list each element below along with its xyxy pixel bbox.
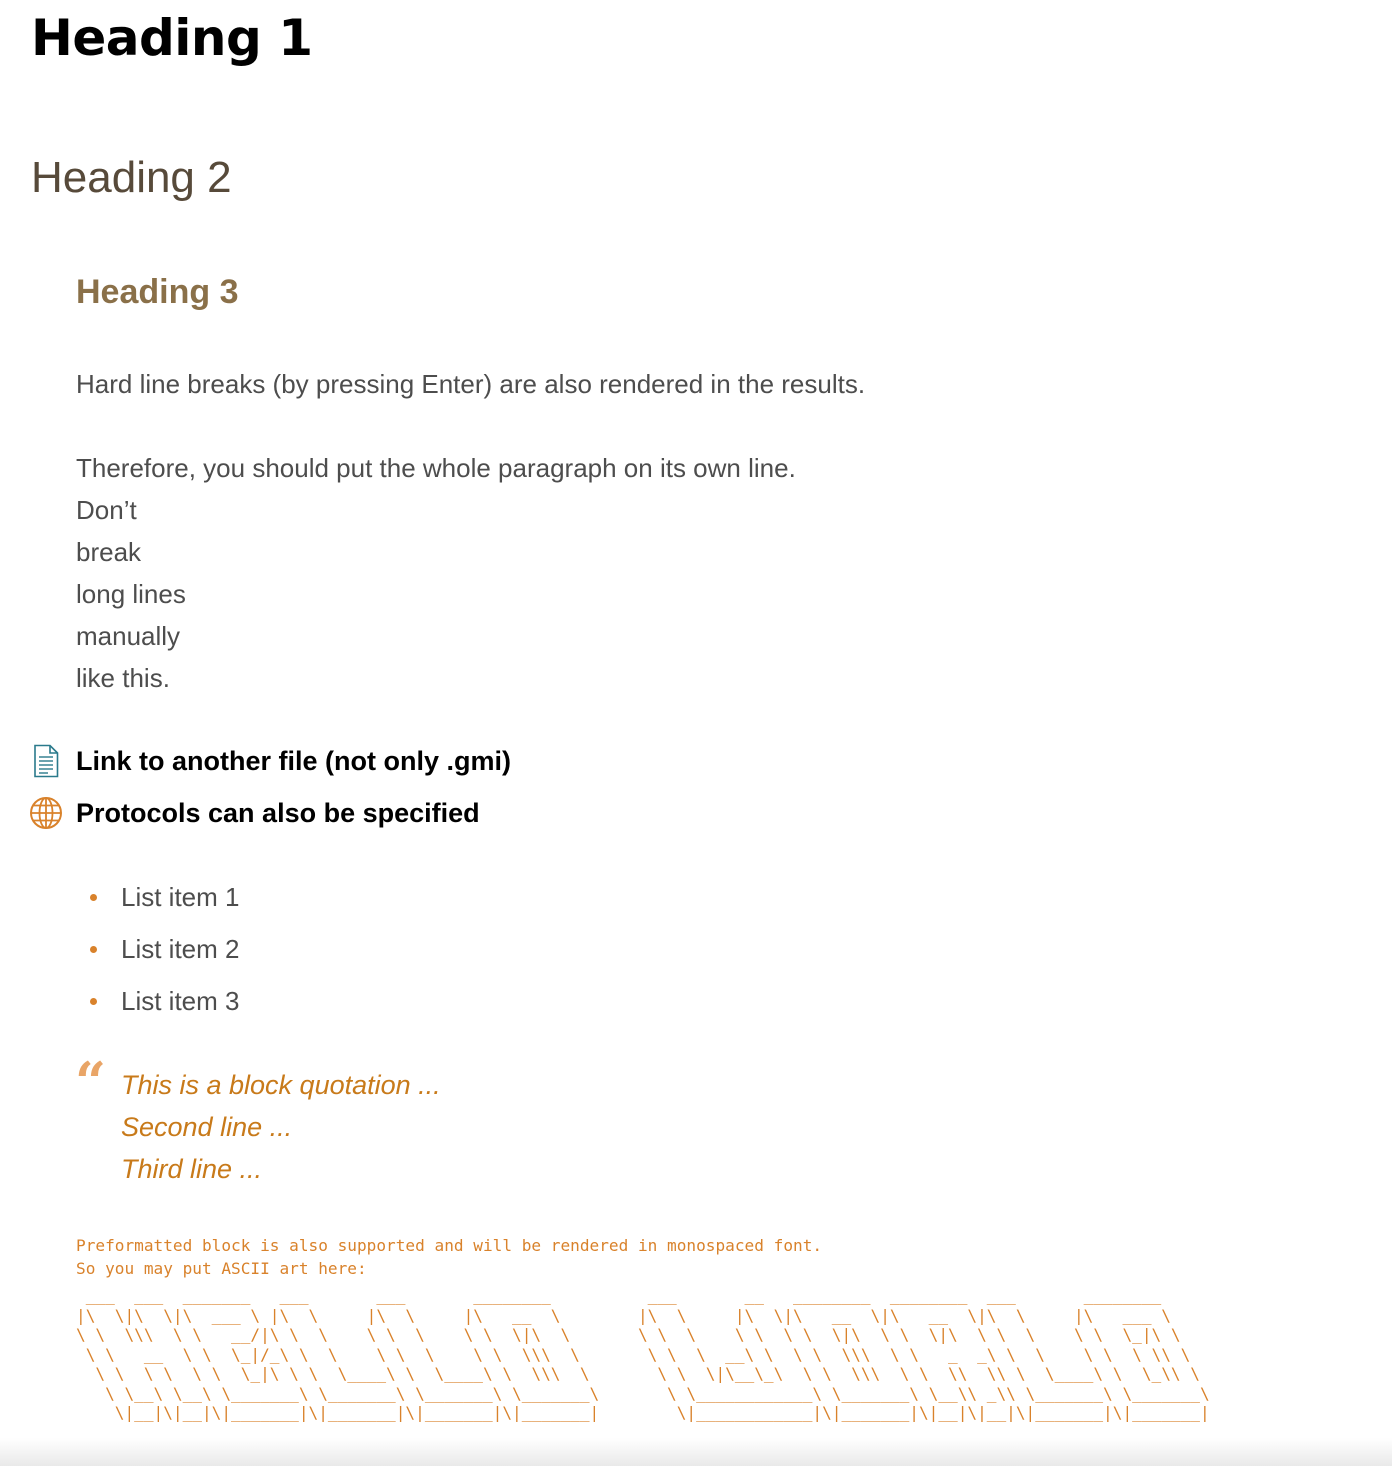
list-item <box>76 928 240 980</box>
link-row-protocol[interactable] <box>29 793 480 833</box>
link-other-file[interactable]: Link to another file (not only .gmi) <box>76 745 511 776</box>
bullet-icon <box>90 946 97 953</box>
block-quotation <box>121 1064 441 1190</box>
preformatted-line: So you may put ASCII art here: <box>76 1259 367 1279</box>
quote-line: This is a block quotation ... <box>121 1070 441 1100</box>
paragraph-long-lines <box>76 447 796 699</box>
quote-line: Second line ... <box>121 1112 293 1142</box>
bottom-fade <box>0 1438 1392 1466</box>
heading-3: Heading 3 <box>76 273 239 311</box>
list-item-text: List item 1 <box>121 882 240 912</box>
quote-line: Third line ... <box>121 1154 263 1184</box>
heading-2: Heading 2 <box>31 153 232 202</box>
paragraph-line: manually <box>76 621 181 651</box>
list-item <box>76 876 240 928</box>
list-item-text: List item 3 <box>121 986 240 1016</box>
preformatted-line: Preformatted block is also supported and will be rendered in monospaced font. <box>76 1236 823 1255</box>
link-protocols[interactable]: Protocols can also be specified <box>76 797 480 828</box>
paragraph-line: break <box>76 537 142 567</box>
paragraph-line: Don’t <box>76 495 137 525</box>
list-item <box>76 980 240 1032</box>
link-row-file[interactable] <box>29 741 511 781</box>
bullet-icon <box>90 998 97 1005</box>
document-icon <box>29 744 63 778</box>
bullet-list <box>76 876 240 1032</box>
preformatted-text <box>76 1234 822 1281</box>
quote-mark-icon: “ <box>75 1050 107 1114</box>
paragraph-hard-line-breaks <box>76 363 865 405</box>
ascii-art: ___ ___ _______ ___ ___ ________ ___ __ ________ ________ ___ ________ |\ \|\ \|\ ___ \ |\ \ |\ \ |\ __ \ |\ \ |\ \|\ __ \|\ __ \|\ \ |\ ___ \ \ \ \\\ \ \ __/|\ \ \ \ \ \ \ \ \|\ \ \ \ \ \ \ \ \ \|\ \ \ \|\ \ \ \ \ \ \_|\ \ \ \ __ \ \ \_|/_\ \ \ \ \ \ \ \ \\\ \ \ \ \ __\ \ \ \ \\\ \ \ _ _\ \ \ \ \ \ \\ \ \ \ \ \ \ \ \_|\ \ \ \____\ \ \____\ \ \\\ \ \ \ \|\__\_\ \ \ \\\ \ \ \\ \\ \ \____\ \ \_\\ \ \ \__\ \__\ \_______\ \_______\ \_______\ \_______\ \ \____________\ \_______\ \__\\ _\\ \_______\ \_______\ \|__|\|__|\|_______|\|_______|\|_______|\|_______| \|____________|\|_______|\|__|\|__|\|_______|\|_______| <box>76 1286 1210 1422</box>
paragraph-line: Therefore, you should put the whole paragraph on its own line. <box>76 453 796 483</box>
paragraph-line: like this. <box>76 663 170 693</box>
bullet-icon <box>90 894 97 901</box>
paragraph-line: long lines <box>76 579 186 609</box>
list-item-text: List item 2 <box>121 934 240 964</box>
heading-1: Heading 1 <box>31 9 313 67</box>
paragraph-line: Hard line breaks (by pressing Enter) are also rendered in the results. <box>76 369 866 399</box>
globe-icon <box>29 796 63 830</box>
